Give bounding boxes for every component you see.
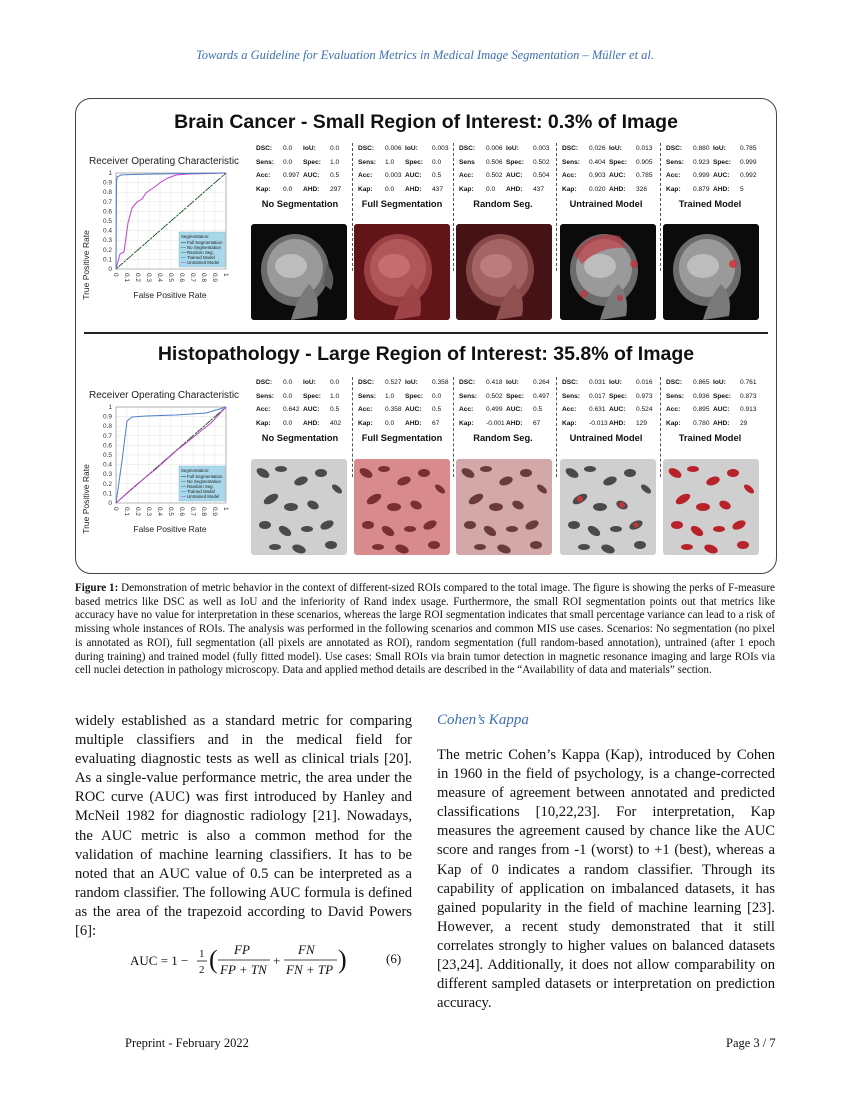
- y-tick: 0.4: [102, 227, 112, 235]
- svg-text:FP: FP: [234, 942, 250, 957]
- y-tick: 0.3: [102, 237, 112, 245]
- x-tick: 0.3: [145, 273, 152, 283]
- caption-text: Demonstration of metric behavior in the context of different-sized ROIs compared to the total image. The figure is showing the perks of F-measure based metrics like DSC as well as IoU and the inferiority of Rand index usage. Furthermore, the small ROI segmentation points out that metrics like accuracy have no value for interpretation in these scenarios, whereas the large ROI segmentation indicates that small percentage variance can lead to a risk of missing whole instances of ROIs. The analysis was performed in the following scenarios and common MIS use cases. Scenarios: No segmentation (no pixel is annotated as ROI), full segmentation (all pixels are annotated as ROI), random segmentation (full random-based annotation), untrained (after 1 epoch during training) and trained model (fully fitted model). Use cases: Small ROIs via brain tumor detection in magnetic resonance imaging and large ROIs via cell nuclei detection in pathology microscopy. Data and applied method details are described in the “Availability of data and materials” section.: [75, 582, 775, 677]
- svg-text:Random Seg.: Random Seg.: [187, 484, 214, 489]
- y-tick: 0.9: [102, 413, 112, 421]
- svg-text:Trained Model: Trained Model: [187, 255, 215, 260]
- svg-text:Untrained Model: Untrained Model: [187, 260, 220, 265]
- histo-random-segmentation-image: [456, 459, 552, 555]
- roc-ylabel: True Positive Rate: [81, 230, 91, 300]
- auc-equation: [130, 940, 420, 980]
- svg-text:FN: FN: [298, 942, 315, 957]
- roc-chart-histopathology: [76, 381, 254, 541]
- figure-caption: [75, 582, 775, 678]
- metric-column: DSC: 0.418 IoU: 0.264 Sens: 0.502 Spec: 0.497 Acc: 0.499 AUC: 0.5 Kap: -0.001 AHD: 67 Random Seg.: [453, 377, 552, 477]
- svg-text:): ): [338, 945, 347, 974]
- metric-column: DSC: 0.0 IoU: 0.0 Sens: 0.0 Spec: 1.0 Acc: 0.997 AUC: 0.5 Kap: 0.0 AHD: 297 No Segmentation: [251, 143, 349, 271]
- roc-xlabel: False Positive Rate: [133, 524, 207, 534]
- left-column-text: widely established as a standard metric for comparing multiple classifiers and in the medical field for evaluating diagnostic tests as well as clinical trials [20]. As a single-value performance metric, the area under the ROC curve (AUC) was first introduced by Hanley and McNeil 1982 for diagnostic radiology [21]. Nowadays, the AUC metric is also a common method for the validation of machine learning classifiers. It has to be noted that an AUC value of 0.5 can be interpreted as a random classifier. The following AUC formula is defined as the area of the trapezoid according to David Powers [6]:: [75, 713, 412, 940]
- mri-full-segmentation-image: [354, 224, 450, 320]
- column-title: Full Segmentation: [361, 433, 443, 443]
- equation-number: (6): [386, 951, 402, 966]
- column-title: Trained Model: [678, 433, 742, 443]
- y-tick: 0.6: [102, 442, 112, 450]
- x-tick: 0.8: [200, 273, 207, 283]
- svg-text:(: (: [209, 945, 218, 974]
- svg-text:Segmentation:: Segmentation:: [181, 234, 210, 239]
- roc-ylabel: True Positive Rate: [81, 464, 91, 534]
- x-tick: 0.8: [200, 507, 207, 517]
- section-heading: Cohen’s Kappa: [437, 712, 529, 728]
- x-tick: 0.6: [178, 273, 185, 283]
- svg-text:FP + TN: FP + TN: [220, 962, 267, 977]
- x-tick: 0.1: [123, 273, 130, 283]
- x-tick: 0.7: [189, 273, 196, 283]
- mri-no-segmentation-image: [251, 224, 347, 320]
- x-tick: 0: [112, 507, 119, 511]
- metric-column: DSC: 0.880 IoU: 0.785 Sens: 0.923 Spec: 0.999 Acc: 0.999 AUC: 0.992 Kap: 0.879 AHD: 5 Trained Model: [660, 143, 759, 271]
- y-tick: 0.9: [102, 179, 112, 187]
- y-tick: 0.5: [102, 218, 112, 225]
- y-tick: 0.6: [102, 208, 112, 216]
- x-tick: 0.5: [167, 273, 174, 283]
- y-tick: 0.7: [102, 432, 112, 440]
- mri-untrained-model-image: [560, 224, 656, 320]
- x-tick: 0.2: [134, 273, 141, 283]
- svg-text:AUC = 1 −: AUC = 1 −: [130, 953, 189, 968]
- x-tick: 0.6: [178, 507, 185, 517]
- y-tick: 1: [108, 404, 112, 411]
- roc-title: Receiver Operating Characteristic: [89, 156, 240, 167]
- svg-text:FN + TP: FN + TP: [286, 962, 334, 977]
- page-number: Page 3 / 7: [726, 1036, 776, 1050]
- svg-text:Full Segmentation: Full Segmentation: [187, 240, 223, 245]
- y-tick: 1: [108, 170, 112, 177]
- x-tick: 0.7: [189, 507, 196, 517]
- column-title: Random Seg.: [473, 433, 533, 443]
- y-tick: 0.7: [102, 198, 112, 206]
- svg-text:Segmentation:: Segmentation:: [181, 468, 210, 473]
- mri-trained-model-image: [663, 224, 759, 320]
- svg-text:Untrained Model: Untrained Model: [187, 494, 220, 499]
- svg-text:Full Segmentation: Full Segmentation: [187, 474, 223, 479]
- y-tick: 0: [108, 500, 112, 507]
- figure-1: [75, 98, 777, 574]
- svg-text:+: +: [273, 953, 281, 968]
- mri-random-segmentation-image: [456, 224, 552, 320]
- x-tick: 0.5: [167, 507, 174, 517]
- y-tick: 0: [108, 266, 112, 273]
- column-title: No Segmentation: [261, 433, 339, 443]
- x-tick: 0.9: [211, 273, 218, 283]
- y-tick: 0.2: [102, 480, 112, 488]
- footer-left: Preprint - February 2022: [125, 1036, 249, 1050]
- metric-column: DSC: 0.527 IoU: 0.358 Sens: 1.0 Spec: 0.0 Acc: 0.358 AUC: 0.5 Kap: 0.0 AHD: 67 Full Segmentation: [352, 377, 451, 477]
- metric-column: DSC: 0.006 IoU: 0.003 Sens: 1.0 Spec: 0.0 Acc: 0.003 AUC: 0.5 Kap: 0.0 AHD: 437 Full Segmentation: [352, 143, 451, 271]
- y-tick: 0.4: [102, 461, 112, 469]
- x-tick: 0.3: [145, 507, 152, 517]
- running-head: Towards a Guideline for Evaluation Metrics in Medical Image Segmentation – Müller et al.: [195, 48, 655, 62]
- y-tick: 0.8: [102, 189, 112, 197]
- column-title: Untrained Model: [569, 433, 643, 443]
- panel-title-brain: Brain Cancer - Small Region of Interest: 0.3% of Image: [174, 111, 678, 133]
- column-title: Trained Model: [678, 199, 742, 209]
- roc-xlabel: False Positive Rate: [133, 290, 207, 300]
- panel-title-histopathology: Histopathology - Large Region of Interest: 35.8% of Image: [157, 343, 695, 365]
- x-tick: 0.9: [211, 507, 218, 517]
- x-tick: 0.4: [156, 507, 163, 517]
- svg-text:Random Seg.: Random Seg.: [187, 250, 214, 255]
- right-column-text: The metric Cohen’s Kappa (Kap), introduced by Cohen in 1960 in the field of psychology, is a change-corrected measure of agreement between annotated and predicted classifications [10,22,23]. For interpretation, Kap measures the agreement caused by chance like the AUC score and ranges from -1 (worst) to +1 (best), whereas a Kap of 0 indicates a random classifier. Through its capability of application on imbalanced datasets, it has gained popularity in the field of machine learning [23]. However, a recent study demonstrated that it still correlates strongly to higher values on balanced datasets [23,24]. Additionally, it does not allow comparability on different sampled datasets or interpretation on prediction accuracy.: [437, 747, 775, 1012]
- caption-label: Figure 1:: [75, 582, 119, 594]
- y-tick: 0.8: [102, 423, 112, 431]
- x-tick: 0.4: [156, 273, 163, 283]
- metric-column: DSC: 0.006 IoU: 0.003 Sens 0.506 Spec: 0.502 Acc: 0.502 AUC: 0.504 Kap: 0.0 AHD: 437 Random Seg.: [453, 143, 552, 271]
- column-title: Untrained Model: [569, 199, 643, 209]
- metric-column: DSC: 0.865 IoU: 0.761 Sens: 0.936 Spec: 0.873 Acc: 0.895 AUC: 0.913 Kap: 0.780 AHD: 29 Trained Model: [660, 377, 759, 477]
- svg-text:No Segmentation: No Segmentation: [187, 479, 221, 484]
- svg-text:1: 1: [199, 948, 205, 960]
- svg-text:2: 2: [199, 964, 205, 976]
- y-tick: 0.3: [102, 471, 112, 479]
- column-title: Random Seg.: [473, 199, 533, 209]
- histo-trained-model-image: [663, 459, 759, 555]
- y-tick: 0.2: [102, 246, 112, 254]
- y-tick: 0.5: [102, 452, 112, 459]
- x-tick: 0: [112, 273, 119, 277]
- roc-chart-brain: [76, 147, 254, 307]
- histo-untrained-model-image: [560, 459, 656, 555]
- metric-column: DSC: 0.026 IoU: 0.013 Sens: 0.404 Spec: 0.905 Acc: 0.903 AUC: 0.785 Kap: 0.020 AHD: 326 Untrained Model: [556, 143, 655, 271]
- x-tick: 0.1: [123, 507, 130, 517]
- panel-divider: [84, 332, 768, 334]
- svg-text:No Segmentation: No Segmentation: [187, 245, 221, 250]
- x-tick: 1: [222, 507, 229, 511]
- metric-column: DSC: 0.031 IoU: 0.016 Sens: 0.017 Spec: 0.973 Acc: 0.631 AUC: 0.524 Kap: -0.013 AHD: 129 Untrained Model: [556, 377, 655, 477]
- roc-title: Receiver Operating Characteristic: [89, 390, 240, 401]
- column-title: No Segmentation: [261, 199, 339, 209]
- svg-text:Trained Model: Trained Model: [187, 489, 215, 494]
- column-title: Full Segmentation: [361, 199, 443, 209]
- histo-full-segmentation-image: [354, 459, 450, 555]
- x-tick: 0.2: [134, 507, 141, 517]
- metric-column: DSC: 0.0 IoU: 0.0 Sens: 0.0 Spec: 1.0 Acc: 0.642 AUC: 0.5 Kap: 0.0 AHD: 402 No Segmentation: [251, 377, 349, 477]
- histo-no-segmentation-image: [251, 459, 347, 555]
- x-tick: 1: [222, 273, 229, 277]
- y-tick: 0.1: [102, 256, 112, 264]
- y-tick: 0.1: [102, 490, 112, 498]
